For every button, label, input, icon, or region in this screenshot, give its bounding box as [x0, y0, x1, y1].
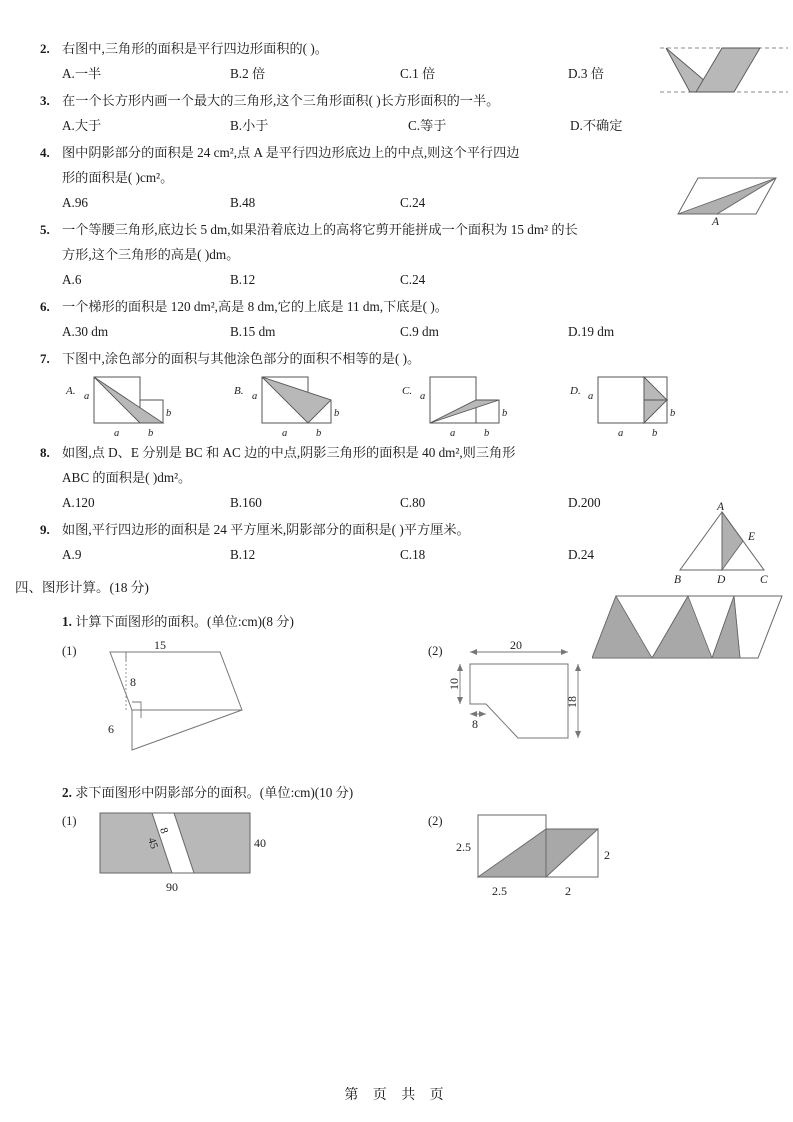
svg-text:20: 20 — [510, 638, 522, 652]
question-5-options — [40, 267, 755, 292]
q1-figure-1 — [62, 638, 272, 761]
question-3-stem: 在一个长方形内画一个最大的三角形,这个三角形面积( )长方形面积的一半。 — [62, 93, 500, 108]
question-9-stem: 如图,平行四边形的面积是 24 平方厘米,阴影部分的面积是( )平方厘米。 — [62, 522, 470, 537]
question-3-option-a[interactable]: A.大于 — [62, 118, 102, 133]
svg-text:B.: B. — [234, 385, 244, 397]
question-2 — [40, 36, 755, 86]
svg-text:B: B — [674, 574, 682, 586]
question-6-option-d[interactable]: D.19 dm — [568, 324, 615, 339]
question-4-option-c[interactable]: C.24 — [400, 195, 426, 210]
question-8 — [40, 440, 755, 515]
section-4-q2-line — [62, 780, 755, 805]
question-9 — [40, 517, 755, 567]
question-5-stem-1: 一个等腰三角形,底边长 5 dm,如果沿着底边上的高将它剪开能拼成一个面积为 15 dm² 的长 — [62, 222, 578, 237]
svg-text:b: b — [652, 428, 658, 439]
question-4-figure — [676, 172, 788, 231]
section-4-q2-number: 2. — [62, 785, 72, 800]
q2-figure-2 — [428, 807, 638, 912]
svg-text:b: b — [334, 408, 340, 419]
question-4-figure-label-A: A — [712, 216, 720, 226]
q2-fig2-label: (2) — [428, 814, 443, 828]
svg-text:10: 10 — [447, 678, 461, 690]
q2-fig1-label: (1) — [62, 814, 77, 828]
svg-text:D.: D. — [570, 385, 581, 397]
question-7-number: 7. — [40, 351, 50, 366]
question-5-option-a[interactable]: A.6 — [62, 272, 82, 287]
svg-text:b: b — [148, 428, 154, 439]
question-5-number: 5. — [40, 222, 50, 237]
question-4-stem-2: 形的面积是( )cm²。 — [62, 170, 174, 185]
question-2-option-c[interactable]: C.1 倍 — [400, 66, 436, 81]
section-4-heading: 四、图形计算。(18 分) — [15, 580, 149, 595]
svg-text:a: a — [450, 428, 456, 439]
q1-fig1-label: (1) — [62, 644, 77, 658]
question-9-options — [40, 542, 755, 567]
section-4-q1-number: 1. — [62, 614, 72, 629]
svg-text:8: 8 — [130, 675, 136, 689]
question-4 — [40, 140, 755, 215]
question-8-option-c[interactable]: C.80 — [400, 495, 426, 510]
question-8-option-a[interactable]: A.120 — [62, 495, 95, 510]
question-5-stem-line-2 — [40, 242, 755, 267]
svg-text:18: 18 — [565, 696, 579, 708]
question-4-stem-1: 图中阴影部分的面积是 24 cm²,点 A 是平行四边形底边上的中点,则这个平行四边 — [62, 145, 520, 160]
svg-text:A.: A. — [66, 385, 76, 397]
question-2-option-d[interactable]: D.3 倍 — [568, 66, 604, 81]
svg-text:D: D — [717, 574, 726, 586]
svg-text:b: b — [166, 408, 172, 419]
question-7-choice-c[interactable] — [398, 373, 546, 444]
svg-text:8: 8 — [157, 826, 171, 836]
question-5-option-c[interactable]: C.24 — [400, 272, 426, 287]
page-footer: 第 页 共 页 — [344, 1087, 449, 1103]
svg-text:2.5: 2.5 — [492, 884, 507, 898]
question-6-option-b[interactable]: B.15 dm — [230, 324, 276, 339]
q2-figure-1 — [62, 807, 282, 912]
question-9-option-b[interactable]: B.12 — [230, 547, 256, 562]
svg-text:2: 2 — [604, 848, 610, 862]
question-7-choice-d[interactable] — [566, 373, 714, 444]
question-9-number: 9. — [40, 522, 50, 537]
question-6-stem-line — [40, 294, 755, 319]
svg-text:a: a — [420, 391, 426, 402]
question-4-stem-line-1 — [40, 140, 755, 165]
svg-text:90: 90 — [166, 880, 178, 894]
svg-text:a: a — [114, 428, 120, 439]
question-6-stem: 一个梯形的面积是 120 dm²,高是 8 dm,它的上底是 11 dm,下底是( )。 — [62, 299, 448, 314]
svg-text:15: 15 — [154, 638, 166, 652]
svg-text:C.: C. — [402, 385, 413, 397]
question-8-option-d[interactable]: D.200 — [568, 495, 601, 510]
question-2-option-b[interactable]: B.2 倍 — [230, 66, 266, 81]
question-8-stem-line-1 — [40, 440, 755, 465]
question-7-stem-line — [40, 346, 755, 371]
question-4-option-a[interactable]: A.96 — [62, 195, 89, 210]
svg-text:b: b — [316, 428, 322, 439]
svg-text:b: b — [502, 408, 508, 419]
svg-text:a: a — [282, 428, 288, 439]
question-6-option-c[interactable]: C.9 dm — [400, 324, 439, 339]
question-2-number: 2. — [40, 41, 50, 56]
question-5-stem-2: 方形,这个三角形的高是( )dm。 — [62, 247, 240, 262]
question-4-number: 4. — [40, 145, 50, 160]
question-7-choice-a[interactable] — [62, 373, 210, 444]
svg-text:C: C — [760, 574, 768, 586]
question-2-option-a[interactable]: A.一半 — [62, 66, 102, 81]
question-9-stem-line — [40, 517, 755, 542]
svg-text:6: 6 — [108, 722, 114, 736]
worksheet-content — [15, 36, 755, 917]
q1-fig2-label: (2) — [428, 644, 443, 658]
question-8-stem-line-2 — [40, 465, 755, 490]
question-9-option-d[interactable]: D.24 — [568, 547, 595, 562]
question-4-options — [40, 190, 755, 215]
question-3 — [40, 88, 755, 138]
question-3-options — [40, 113, 755, 138]
question-4-option-b[interactable]: B.48 — [230, 195, 256, 210]
question-8-figure — [660, 502, 790, 591]
question-6 — [40, 294, 755, 344]
svg-text:8: 8 — [472, 717, 478, 731]
svg-text:b: b — [670, 408, 676, 419]
question-2-options — [40, 61, 755, 86]
question-6-option-a[interactable]: A.30 dm — [62, 324, 109, 339]
question-7-stem: 下图中,涂色部分的面积与其他涂色部分的面积不相等的是( )。 — [62, 351, 421, 366]
question-7-figures — [40, 371, 755, 439]
question-7-choice-b[interactable] — [230, 373, 378, 444]
question-5 — [40, 217, 755, 292]
question-8-stem-1: 如图,点 D、E 分别是 BC 和 AC 边的中点,阴影三角形的面积是 40 dm²,则三角形 — [62, 445, 516, 460]
question-8-stem-2: ABC 的面积是( )dm²。 — [62, 470, 192, 485]
question-3-option-b[interactable]: B.小于 — [230, 118, 269, 133]
section-4-q1-text: 计算下面图形的面积。(单位:cm)(8 分) — [75, 614, 294, 629]
question-9-figure — [592, 592, 788, 669]
svg-text:a: a — [252, 391, 258, 402]
question-8-number: 8. — [40, 445, 50, 460]
question-3-option-c[interactable]: C.等于 — [408, 118, 447, 133]
svg-text:40: 40 — [254, 836, 266, 850]
question-8-option-b[interactable]: B.160 — [230, 495, 262, 510]
svg-text:45: 45 — [145, 836, 160, 851]
question-2-stem: 右图中,三角形的面积是平行四边形面积的( )。 — [62, 41, 328, 56]
section-4-q2-figures — [40, 807, 755, 917]
question-5-stem-line-1 — [40, 217, 755, 242]
svg-text:2.5: 2.5 — [456, 840, 471, 854]
section-4-q2-text: 求下面图形中阴影部分的面积。(单位:cm)(10 分) — [75, 785, 354, 800]
svg-text:A: A — [717, 502, 725, 513]
svg-text:a: a — [588, 391, 594, 402]
svg-text:a: a — [618, 428, 624, 439]
question-6-number: 6. — [40, 299, 50, 314]
question-3-stem-line — [40, 88, 755, 113]
question-4-stem-line-2 — [40, 165, 755, 190]
question-3-option-d[interactable]: D.不确定 — [570, 118, 623, 133]
question-9-option-c[interactable]: C.18 — [400, 547, 426, 562]
question-7 — [40, 346, 755, 438]
svg-text:b: b — [484, 428, 490, 439]
question-8-options — [40, 490, 755, 515]
question-6-options — [40, 319, 755, 344]
svg-text:2: 2 — [565, 884, 571, 898]
question-2-figure — [660, 38, 788, 105]
question-2-stem-line — [40, 36, 755, 61]
question-9-option-a[interactable]: A.9 — [62, 547, 82, 562]
svg-text:a: a — [84, 391, 90, 402]
question-5-option-b[interactable]: B.12 — [230, 272, 256, 287]
svg-text:E: E — [748, 531, 756, 543]
question-3-number: 3. — [40, 93, 50, 108]
